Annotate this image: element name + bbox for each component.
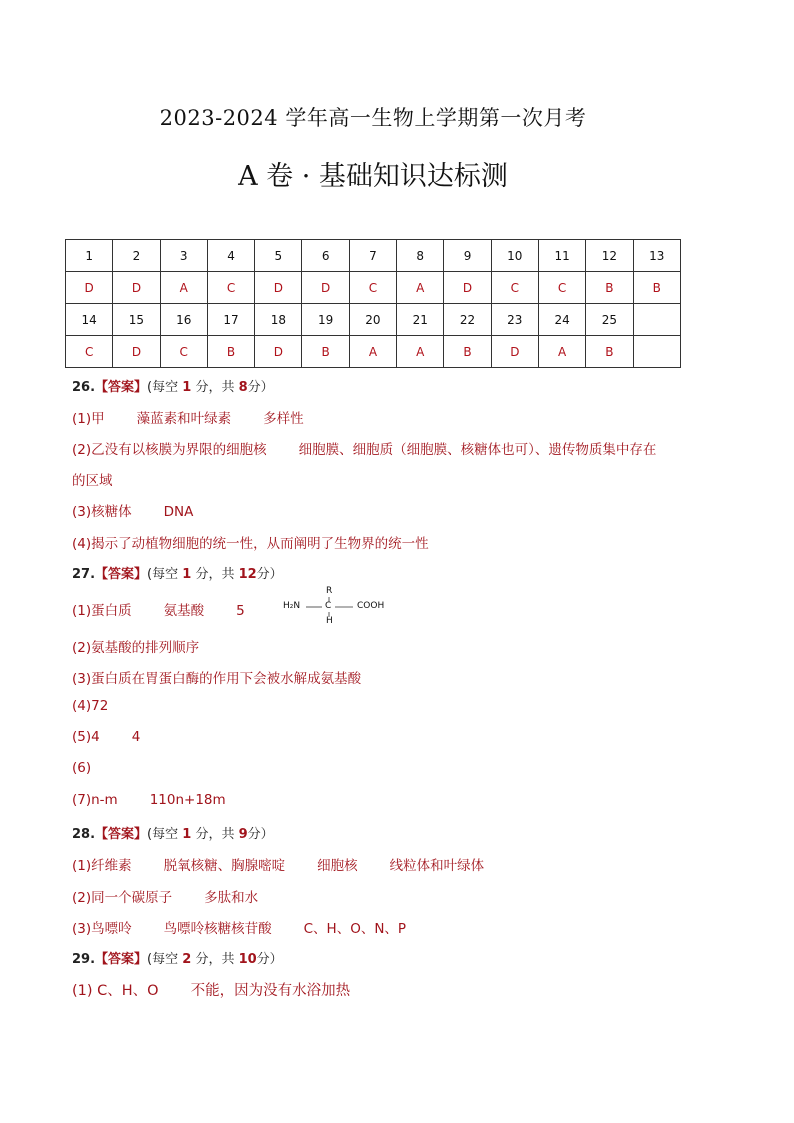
formula-h2n: H₂N <box>283 601 301 611</box>
answer-cell: B <box>444 336 491 368</box>
answer-cell: B <box>586 272 633 304</box>
q26-answer-1: (1)甲 藻蓝素和叶绿素 多样性 <box>72 411 304 427</box>
q26-answer-3: (3)核糖体 DNA <box>72 504 194 520</box>
question-number-row <box>66 304 681 336</box>
q26-answer-2: (2)乙没有以核膜为界限的细胞核 细胞膜、细胞质（细胞膜、核糖体也可）、遗传物质集中存在 <box>72 442 657 458</box>
q28-header: 28.【答案】(每空 1 分，共 9分） <box>72 827 274 842</box>
question-number-cell: 6 <box>302 240 349 272</box>
q27-answer-5: (5)4 4 <box>72 729 141 745</box>
answer-cell: D <box>444 272 491 304</box>
question-number-cell: 25 <box>586 304 633 336</box>
question-number-cell: 2 <box>113 240 160 272</box>
page-subtitle: A 卷 · 基础知识达标测 <box>238 161 508 192</box>
question-number-cell: 18 <box>255 304 302 336</box>
answer-cell: C <box>207 272 254 304</box>
answer-letter-row <box>66 272 681 304</box>
answer-cell: B <box>207 336 254 368</box>
answer-cell: C <box>160 336 207 368</box>
amino-acid-formula <box>281 586 399 628</box>
question-number-cell: 9 <box>444 240 491 272</box>
question-number-cell: 24 <box>538 304 585 336</box>
answer-cell: B <box>586 336 633 368</box>
answer-cell: D <box>302 272 349 304</box>
answer-cell: D <box>66 272 113 304</box>
formula-c: C <box>325 601 332 611</box>
q27-answer-3: (3)蛋白质在胃蛋白酶的作用下会被水解成氨基酸 <box>72 671 362 687</box>
question-number-cell: 20 <box>349 304 396 336</box>
question-number-cell: 14 <box>66 304 113 336</box>
answer-cell: D <box>255 336 302 368</box>
page-title: 2023-2024 学年高一生物上学期第一次月考 <box>159 106 587 130</box>
q29-answer-1: (1) C、H、O 不能，因为没有水浴加热 <box>72 983 351 999</box>
q27-answer-2: (2)氨基酸的排列顺序 <box>72 640 200 656</box>
question-number-cell: 3 <box>160 240 207 272</box>
answer-cell: C <box>349 272 396 304</box>
answer-cell: D <box>113 336 160 368</box>
answer-cell: B <box>302 336 349 368</box>
question-number-cell: 13 <box>633 240 680 272</box>
question-number-cell: 12 <box>586 240 633 272</box>
answer-cell: C <box>538 272 585 304</box>
answer-cell: B <box>633 272 680 304</box>
question-number-cell: 4 <box>207 240 254 272</box>
q27-answer-7: (7)n-m 110n+18m <box>72 792 226 808</box>
answer-cell: A <box>397 272 444 304</box>
q29-header: 29.【答案】(每空 2 分，共 10分） <box>72 952 283 967</box>
question-number-cell: 11 <box>538 240 585 272</box>
answer-cell: C <box>491 272 538 304</box>
formula-r: R <box>326 586 333 596</box>
question-number-cell: 8 <box>397 240 444 272</box>
q26-answer-4: (4)揭示了动植物细胞的统一性，从而阐明了生物界的统一性 <box>72 536 429 552</box>
answer-letter-row <box>66 336 681 368</box>
q28-answer-1: (1)纤维素 脱氧核糖、胸腺嘧啶 细胞核 线粒体和叶绿体 <box>72 858 485 874</box>
answer-cell: D <box>255 272 302 304</box>
question-number-cell: 5 <box>255 240 302 272</box>
answer-cell: A <box>397 336 444 368</box>
answer-cell: D <box>491 336 538 368</box>
question-number-row <box>66 240 681 272</box>
q28-answer-2: (2)同一个碳原子 多肽和水 <box>72 890 259 906</box>
answer-cell: A <box>160 272 207 304</box>
q28-answer-3: (3)鸟嘌呤 鸟嘌呤核糖核苷酸 C、H、O、N、P <box>72 921 407 937</box>
question-number-cell: 15 <box>113 304 160 336</box>
formula-bonds <box>281 586 399 628</box>
question-number-cell: 21 <box>397 304 444 336</box>
question-number-cell: 1 <box>66 240 113 272</box>
q27-header: 27.【答案】(每空 1 分，共 12分） <box>72 567 283 582</box>
q26-answer-2-cont: 的区域 <box>72 473 113 489</box>
formula-cooh: COOH <box>357 601 385 611</box>
question-number-cell: 22 <box>444 304 491 336</box>
answer-cell: C <box>66 336 113 368</box>
question-number-cell: 10 <box>491 240 538 272</box>
answer-cell <box>633 336 680 368</box>
answer-table <box>65 239 681 368</box>
q27-answer-1: (1)蛋白质 氨基酸 5 <box>72 603 245 619</box>
question-number-cell: 19 <box>302 304 349 336</box>
q27-answer-4: (4)72 <box>72 698 109 714</box>
question-number-cell <box>633 304 680 336</box>
question-number-cell: 17 <box>207 304 254 336</box>
question-number-cell: 23 <box>491 304 538 336</box>
q27-answer-6: (6) <box>72 760 92 776</box>
answer-cell: A <box>349 336 396 368</box>
q26-header: 26.【答案】(每空 1 分，共 8分） <box>72 380 274 395</box>
formula-h: H <box>326 616 333 626</box>
question-number-cell: 16 <box>160 304 207 336</box>
answer-cell: A <box>538 336 585 368</box>
question-number-cell: 7 <box>349 240 396 272</box>
answer-cell: D <box>113 272 160 304</box>
